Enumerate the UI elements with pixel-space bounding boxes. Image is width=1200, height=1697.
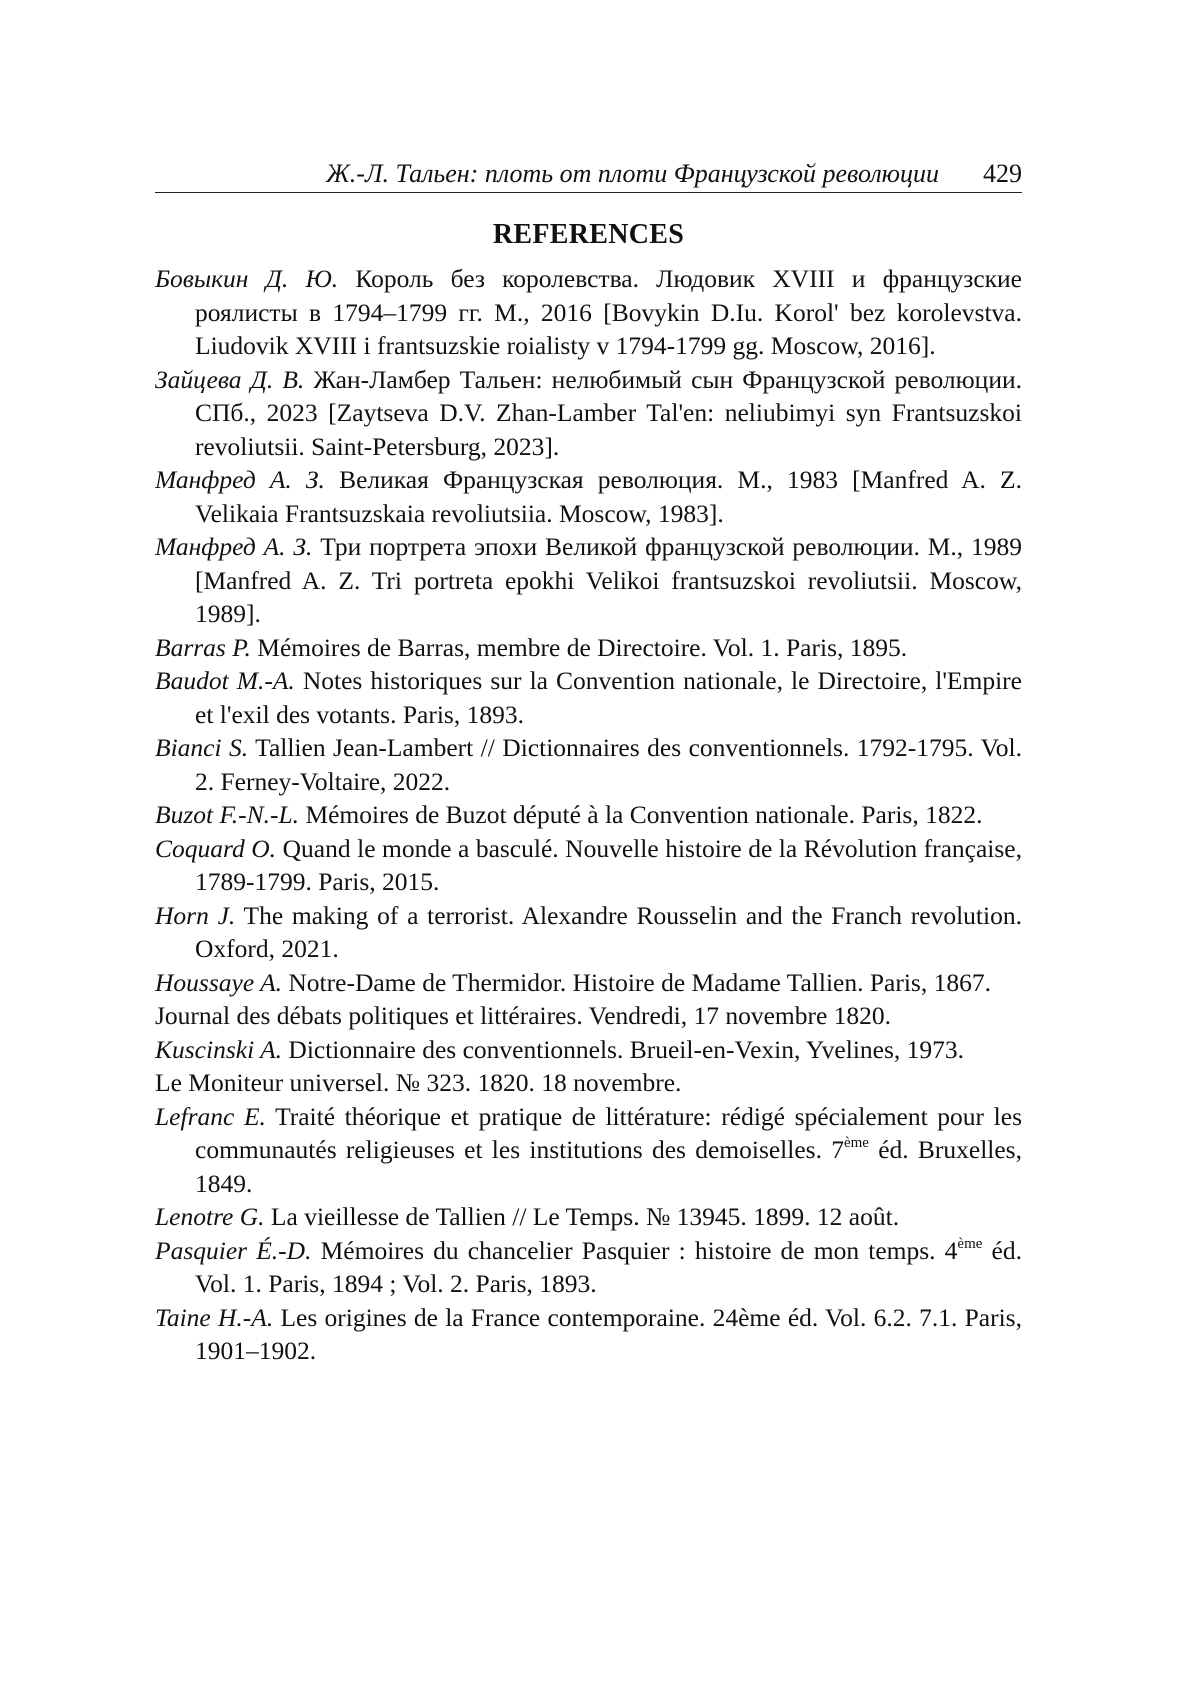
reference-item [155, 631, 1022, 665]
reference-author: Bianci S. [155, 733, 249, 762]
reference-item [155, 664, 1022, 731]
references-heading: REFERENCES [492, 219, 685, 250]
running-title: Ж.-Л. Тальен: плоть от плоти Французской революции [325, 159, 939, 188]
reference-item [155, 530, 1022, 631]
reference-text: Les origines de la France contemporaine. 24ème éd. Vol. 6.2. 7.1. Paris, 1901–1902. [195, 1302, 1022, 1365]
reference-item [155, 1200, 1022, 1234]
reference-text: Traité théorique et pratique de littérature: rédigé spécialement pour les communautés religieuses et les institutions des demoiselles. 7 [195, 1101, 1022, 1164]
reference-text: La vieillesse de Tallien // Le Temps. № 13945. 1899. 12 août. [264, 1202, 900, 1231]
reference-text: Notes historiques sur la Convention nationale, le Directoire, l'Empire et l'exil des votants. Paris, 1893. [195, 666, 1022, 729]
reference-item [155, 1100, 1022, 1201]
reference-author: Coquard O. [155, 833, 277, 863]
reference-text: Mémoires de Buzot député à la Convention nationale. Paris, 1822. [299, 800, 983, 829]
reference-text: Три портрета эпохи Великой французской революции. М., 1989 [Manfred A. Z. Tri portreta epokhi Velikoi frantsuzskoi revoliutsii. Moscow, 1989]. [195, 532, 1023, 628]
reference-author: Lefranc E. [155, 1101, 266, 1131]
reference-text: Dictionnaire des conventionnels. Brueil-en-Vexin, Yvelines, 1973. [282, 1034, 965, 1064]
running-header [155, 158, 1022, 193]
reference-item [155, 999, 1022, 1033]
reference-author: Pasquier É.-D. [155, 1235, 312, 1265]
reference-text: Mémoires de Barras, membre de Directoire. Vol. 1. Paris, 1895. [250, 632, 908, 662]
reference-item [155, 1066, 1022, 1100]
reference-author: Kuscinski A. [155, 1034, 283, 1064]
reference-text: Великая Французская революция. М., 1983 [Manfred A. Z. Velikaia Frantsuzskaia revoliutsiia. Moscow, 1983]. [195, 465, 1022, 528]
reference-author: Baudot M.-A. [155, 666, 295, 695]
reference-author: Манфред А. З. [155, 532, 313, 561]
superscript-edition: ème [957, 1235, 983, 1252]
reference-author: Horn J. [155, 900, 236, 930]
reference-text: Tallien Jean-Lambert // Dictionnaires des conventionnels. 1792-1795. Vol. 2. Ferney-Voltaire, 2022. [195, 733, 1022, 796]
reference-text: Le Moniteur universel. № 323. 1820. 18 novembre. [155, 1068, 682, 1097]
reference-text: Mémoires du chancelier Pasquier : histoire de mon temps. 4 [311, 1235, 958, 1265]
reference-text: Notre-Dame de Thermidor. Histoire de Madame Tallien. Paris, 1867. [282, 967, 991, 997]
reference-author: Бовыкин Д. Ю. [155, 264, 339, 293]
reference-item [155, 463, 1022, 530]
page-number: 429 [983, 159, 1022, 188]
reference-item [155, 1033, 1022, 1067]
reference-text: The making of a terrorist. Alexandre Rousselin and the Franch revolution. Oxford, 2021. [195, 900, 1022, 963]
reference-author: Buzot F.-N.-L. [155, 800, 300, 829]
reference-author: Taine H.-A. [155, 1302, 274, 1332]
reference-text: Quand le monde a basculé. Nouvelle histoire de la Révolution française, 1789-1799. Paris, 2015. [195, 833, 1022, 896]
reference-list [155, 262, 1022, 1368]
superscript-edition: ème [843, 1135, 869, 1151]
reference-item [155, 731, 1022, 798]
reference-author: Манфред А. З. [155, 465, 325, 494]
reference-item [155, 832, 1022, 899]
reference-item [155, 798, 1022, 832]
reference-item [155, 363, 1022, 464]
reference-item [155, 899, 1022, 966]
reference-text: Journal des débats politiques et littéraires. Vendredi, 17 novembre 1820. [155, 1001, 892, 1030]
reference-text: Жан-Ламбер Тальен: нелюбимый сын Французской революции. СПб., 2023 [Zaytseva D.V. Zhan-Lamber Tal'en: neliubimyi syn Frantsuzskoi revoliutsii. Saint-Petersburg, 2023]. [195, 364, 1022, 461]
reference-item [155, 1301, 1022, 1368]
reference-author: Barras P. [155, 632, 251, 662]
document-page [155, 158, 1022, 1368]
reference-text: Король без королевства. Людовик XVIII и французские роялисты в 1794–1799 гг. М., 2016 [Bovykin D.Iu. Korol' bez korolevstva. Liudovik XVIII i frantsuzskie roialisty v 1794-1799 gg. Moscow, 2016]. [195, 264, 1022, 360]
reference-author: Зайцева Д. В. [155, 364, 305, 394]
reference-item [155, 262, 1022, 363]
reference-text-continued: éd. Bruxelles, 1849. [195, 1135, 1022, 1198]
reference-item [155, 966, 1022, 1000]
reference-author: Houssaye A. [155, 967, 283, 997]
reference-author: Lenotre G. [155, 1202, 265, 1231]
reference-text-continued: éd. Vol. 1. Paris, 1894 ; Vol. 2. Paris, 1893. [195, 1235, 1022, 1298]
reference-item [155, 1234, 1022, 1301]
